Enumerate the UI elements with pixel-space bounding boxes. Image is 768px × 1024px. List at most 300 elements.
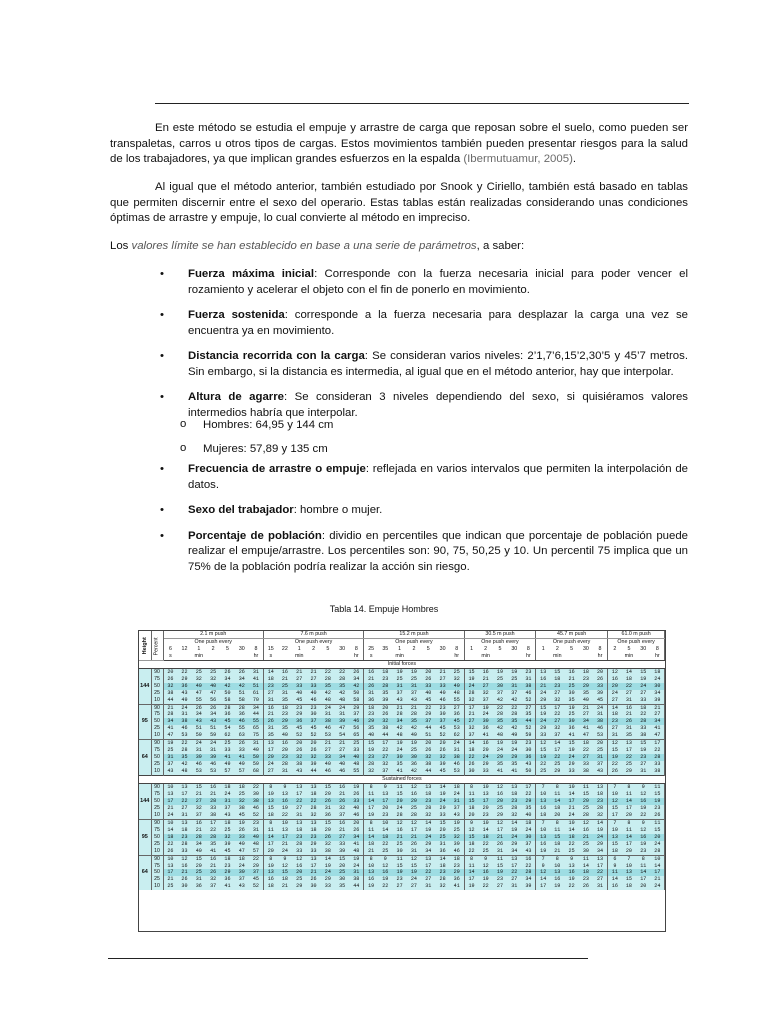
table-cell: 53 <box>206 768 220 775</box>
table-cell: 24 <box>593 834 607 841</box>
table-cell: 14 <box>622 668 636 675</box>
table-cell: 17 <box>292 791 306 798</box>
table-cell: 46 <box>335 768 349 775</box>
table-cell: 24 <box>478 754 492 761</box>
table-cell: 20 <box>278 747 292 754</box>
table-cell: 15 <box>564 740 578 747</box>
distance-header: 30.5 m push <box>464 631 536 638</box>
table-cell: 30 <box>579 848 593 855</box>
table-cell: 24 <box>321 869 335 876</box>
table-cell: 46 <box>450 761 464 768</box>
table-cell: 19 <box>478 704 492 711</box>
table-cell: 29 <box>478 761 492 768</box>
table-cell: 23 <box>507 798 521 805</box>
table-cell: 51 <box>192 725 206 732</box>
table-cell: 10 <box>607 827 621 834</box>
table-cell: 10 <box>263 863 277 870</box>
table-cell: 20 <box>622 812 636 819</box>
table-cell: 32 <box>235 798 249 805</box>
table-cell: 22 <box>564 841 578 848</box>
subtitle-header: One push every <box>607 638 664 645</box>
table-cell: 40 <box>435 690 449 697</box>
table-cell: 24 <box>349 863 363 870</box>
table-cell: 17 <box>650 869 664 876</box>
bullet-glyph: • <box>160 268 164 280</box>
table-cell: 27 <box>478 683 492 690</box>
table-cell: 12 <box>407 784 421 791</box>
table-cell: 36 <box>235 711 249 718</box>
unit-header: min <box>192 653 206 660</box>
table-cell: 29 <box>579 683 593 690</box>
table-cell: 13 <box>378 791 392 798</box>
paragraph-2: Al igual que el método anterior, también estudiado por Snook y Ciriello, también está basado en tablas que permiten discernir entre el sexo del operario. Estas tablas están realizadas considerando unas condiciones óptimas de arrastre y empuje, lo cual convierte al método en impreciso. <box>110 181 688 224</box>
table-row <box>139 791 665 798</box>
table-cell: 17 <box>263 841 277 848</box>
table-cell: 16 <box>335 784 349 791</box>
table-cell: 27 <box>521 704 535 711</box>
table-cell: 18 <box>306 791 320 798</box>
table-cell: 44 <box>521 718 535 725</box>
table-cell: 18 <box>378 668 392 675</box>
table-cell: 10 <box>378 819 392 826</box>
table-cell: 22 <box>493 704 507 711</box>
table-cell: 13 <box>622 869 636 876</box>
table-row <box>139 676 665 683</box>
table-cell: 20 <box>636 883 650 890</box>
table-cell: 30 <box>407 754 421 761</box>
table-cell: 36 <box>478 725 492 732</box>
table-cell: 33 <box>349 798 363 805</box>
table-cell: 48 <box>349 761 363 768</box>
table-cell: 25 <box>220 827 234 834</box>
table-cell: 31 <box>278 690 292 697</box>
table-cell: 32 <box>435 883 449 890</box>
table-cell: 21 <box>278 676 292 683</box>
subtitle-header: One push every <box>536 638 608 645</box>
table-cell: 8 <box>550 784 564 791</box>
table-cell: 31 <box>493 848 507 855</box>
table-cell: 53 <box>177 732 191 739</box>
table-cell: 14 <box>564 791 578 798</box>
table-cell: 20 <box>421 740 435 747</box>
table-cell: 8 <box>464 784 478 791</box>
table-cell: 7 <box>622 855 636 862</box>
table-cell: 18 <box>507 791 521 798</box>
unit-header: min <box>622 653 636 660</box>
table-cell: 21 <box>177 869 191 876</box>
table-cell: 35 <box>507 718 521 725</box>
table-cell: 31 <box>407 848 421 855</box>
table-cell: 29 <box>536 725 550 732</box>
frequency-header: 2 <box>412 645 416 652</box>
table-row <box>139 805 665 812</box>
table-cell: 25 <box>349 740 363 747</box>
subtitle-header: One push every <box>364 638 464 645</box>
table-cell: 17 <box>607 812 621 819</box>
table-cell: 40 <box>192 848 206 855</box>
table-cell: 46 <box>435 697 449 704</box>
table-cell: 16 <box>278 798 292 805</box>
table-cell: 25 <box>564 711 578 718</box>
section-title-row <box>139 660 665 668</box>
frequency-header: 5 <box>226 645 229 652</box>
table-cell: 26 <box>235 740 249 747</box>
table-cell: 12 <box>407 819 421 826</box>
table-cell: 12 <box>464 827 478 834</box>
unit-header <box>607 653 621 660</box>
table-cell: 52 <box>306 732 320 739</box>
table-cell: 22 <box>521 863 535 870</box>
unit-header <box>536 653 550 660</box>
table-cell: 20 <box>163 668 177 675</box>
table-cell: 52 <box>521 725 535 732</box>
table-cell: 30 <box>464 768 478 775</box>
table-cell: 29 <box>220 869 234 876</box>
table-cell: 27 <box>636 761 650 768</box>
table-cell: 20 <box>263 848 277 855</box>
table-cell: 31 <box>450 747 464 754</box>
bullet-glyph: • <box>160 350 164 362</box>
table-cell: 17 <box>521 784 535 791</box>
table-cell: 18 <box>278 876 292 883</box>
table-cell: 13 <box>292 819 306 826</box>
table-cell: 31 <box>249 827 263 834</box>
table-cell: 20 <box>435 827 449 834</box>
table-cell: 52 <box>435 732 449 739</box>
table-cell: 24 <box>392 747 406 754</box>
table-cell: 31 <box>593 883 607 890</box>
table-cell: 26 <box>364 683 378 690</box>
table-cell: 15 <box>321 784 335 791</box>
table-cell: 46 <box>206 761 220 768</box>
table-cell: 19 <box>392 869 406 876</box>
table-cell: 8 <box>636 855 650 862</box>
table-cell: 11 <box>392 855 406 862</box>
citation: (Ibermutuamur, 2005) <box>463 153 573 165</box>
table-cell: 38 <box>321 718 335 725</box>
table-cell: 12 <box>636 791 650 798</box>
distance-header: 2.1 m push <box>163 631 263 638</box>
table-cell: 28 <box>407 812 421 819</box>
table-cell: 59 <box>521 732 535 739</box>
table-cell: 24 <box>650 841 664 848</box>
table-cell: 29 <box>593 841 607 848</box>
table-cell: 10 <box>536 791 550 798</box>
frequency-header: 8 <box>249 646 263 653</box>
table-cell: 21 <box>650 704 664 711</box>
table-cell: 18 <box>550 805 564 812</box>
table-cell: 15 <box>435 819 449 826</box>
frequency-header: 30 <box>339 645 346 652</box>
table-cell: 37 <box>235 876 249 883</box>
table-cell: 19 <box>636 676 650 683</box>
table-cell: 21 <box>650 876 664 883</box>
table-cell: 32 <box>550 697 564 704</box>
table-cell: 25 <box>335 869 349 876</box>
table-cell: 31 <box>636 768 650 775</box>
table-cell: 14 <box>622 834 636 841</box>
table-cell: 29 <box>421 841 435 848</box>
unit-header <box>335 653 349 660</box>
unit-header <box>493 653 507 660</box>
table-cell: 15 <box>650 827 664 834</box>
table-cell: 16 <box>564 869 578 876</box>
table-cell: 27 <box>378 754 392 761</box>
table-cell: 19 <box>407 668 421 675</box>
table-cell: 32 <box>593 812 607 819</box>
unit-header <box>435 653 449 660</box>
distance-header: 45.7 m push <box>536 631 608 638</box>
table-cell: 41 <box>507 768 521 775</box>
percentile-label: 25 <box>151 690 163 697</box>
table-cell: 25 <box>407 805 421 812</box>
table-cell: 25 <box>450 827 464 834</box>
bullet-term: Porcentaje de población <box>188 529 322 542</box>
table-cell: 31 <box>335 711 349 718</box>
table-cell: 32 <box>450 834 464 841</box>
table-cell: 24 <box>507 834 521 841</box>
table-cell: 13 <box>593 855 607 862</box>
table-cell: 21 <box>206 791 220 798</box>
table-cell: 16 <box>579 827 593 834</box>
table-cell: 33 <box>564 768 578 775</box>
table-cell: 11 <box>636 863 650 870</box>
table-cell: 18 <box>450 784 464 791</box>
bullet-glyph: • <box>160 309 164 321</box>
table-cell: 28 <box>507 805 521 812</box>
percentile-label: 50 <box>151 798 163 805</box>
table-cell: 14 <box>607 876 621 883</box>
percentile-label: 25 <box>151 725 163 732</box>
percentile-label: 50 <box>151 834 163 841</box>
table-row <box>139 732 665 739</box>
col-height-header: Height <box>139 631 151 660</box>
table-cell: 20 <box>593 668 607 675</box>
table-cell: 50 <box>220 690 234 697</box>
table-cell: 18 <box>220 855 234 862</box>
table-row <box>139 683 665 690</box>
table-cell: 22 <box>177 668 191 675</box>
frequency-header: 8 <box>521 646 535 653</box>
table-cell: 33 <box>636 697 650 704</box>
table-cell: 75 <box>249 732 263 739</box>
frequency-header: 1 <box>297 645 301 652</box>
percentile-label: 10 <box>151 697 163 704</box>
table-cell: 29 <box>536 697 550 704</box>
table-cell: 21 <box>364 848 378 855</box>
table-row <box>139 827 665 834</box>
table-cell: 16 <box>335 819 349 826</box>
table-cell: 22 <box>421 704 435 711</box>
table-cell: 19 <box>435 791 449 798</box>
table-cell: 16 <box>292 863 306 870</box>
table-cell: 45 <box>235 812 249 819</box>
table-cell: 42 <box>493 725 507 732</box>
unit-header <box>177 653 191 660</box>
table-cell: 24 <box>564 754 578 761</box>
table-cell: 51 <box>206 725 220 732</box>
table-cell: 38 <box>521 683 535 690</box>
table-cell: 21 <box>192 791 206 798</box>
table-cell: 46 <box>249 805 263 812</box>
table-cell: 33 <box>650 761 664 768</box>
table-cell: 19 <box>464 676 478 683</box>
table-cell: 23 <box>220 863 234 870</box>
table-cell: 16 <box>478 869 492 876</box>
percentile-label: 50 <box>151 683 163 690</box>
percentile-label: 75 <box>151 676 163 683</box>
table-cell: 26 <box>163 676 177 683</box>
table-cell: 22 <box>421 869 435 876</box>
unit-header <box>378 653 392 660</box>
table-cell: 41 <box>235 754 249 761</box>
table-cell: 19 <box>636 805 650 812</box>
table-cell: 6 <box>607 855 621 862</box>
frequency-header: 15 <box>267 645 274 652</box>
percentile-label: 75 <box>151 747 163 754</box>
table-cell: 33 <box>349 747 363 754</box>
table-cell: 29 <box>493 812 507 819</box>
header-frequency-row <box>139 646 665 653</box>
table-cell: 35 <box>364 725 378 732</box>
table-cell: 38 <box>292 761 306 768</box>
unit-header: hr <box>521 653 535 660</box>
table-cell: 22 <box>521 791 535 798</box>
percentile-label: 10 <box>151 883 163 890</box>
unit-header <box>421 653 435 660</box>
table-cell: 38 <box>650 768 664 775</box>
table-cell: 32 <box>163 683 177 690</box>
table-cell: 21 <box>206 863 220 870</box>
table-cell: 22 <box>478 883 492 890</box>
table-cell: 37 <box>378 768 392 775</box>
frequency-header: 2 <box>613 645 617 652</box>
table-cell: 38 <box>378 725 392 732</box>
table-cell: 16 <box>407 791 421 798</box>
table-cell: 32 <box>220 834 234 841</box>
table-cell: 33 <box>292 848 306 855</box>
table-cell: 45 <box>292 697 306 704</box>
table-cell: 12 <box>292 855 306 862</box>
unit-header: min <box>292 653 306 660</box>
table-cell: 29 <box>292 711 306 718</box>
bullet-term: Distancia recorrida con la carga <box>188 350 365 362</box>
table-cell: 31 <box>192 876 206 883</box>
table-cell: 47 <box>192 690 206 697</box>
table-cell: 25 <box>579 841 593 848</box>
table-cell: 20 <box>593 740 607 747</box>
table-cell: 16 <box>622 704 636 711</box>
table-cell: 39 <box>335 718 349 725</box>
table-cell: 45 <box>435 768 449 775</box>
table-cell: 24 <box>507 747 521 754</box>
bullet-term: Fuerza sostenida <box>188 309 285 321</box>
table-cell: 47 <box>650 732 664 739</box>
table-cell: 25 <box>220 740 234 747</box>
table-cell: 11 <box>550 827 564 834</box>
sub-bullet-item <box>110 442 688 458</box>
table-cell: 41 <box>349 841 363 848</box>
table-cell: 31 <box>263 725 277 732</box>
table-cell: 26 <box>306 876 320 883</box>
table-cell: 18 <box>364 704 378 711</box>
table-cell: 36 <box>292 718 306 725</box>
table-cell: 48 <box>321 697 335 704</box>
table-cell: 53 <box>450 725 464 732</box>
table-cell: 28 <box>306 805 320 812</box>
table-cell: 22 <box>636 812 650 819</box>
table-cell: 55 <box>192 697 206 704</box>
table-cell: 18 <box>378 834 392 841</box>
table-cell: 9 <box>607 863 621 870</box>
table-cell: 17 <box>278 834 292 841</box>
percentile-label: 90 <box>151 784 163 791</box>
table-cell: 28 <box>206 798 220 805</box>
table-cell: 18 <box>220 784 234 791</box>
sub-bullet-item <box>110 418 688 434</box>
table-row <box>139 704 665 711</box>
table-cell: 40 <box>292 690 306 697</box>
table-cell: 50 <box>249 754 263 761</box>
table-cell: 33 <box>636 725 650 732</box>
table-cell: 37 <box>435 718 449 725</box>
frequency-header: 5 <box>627 645 631 652</box>
table-cell: 10 <box>278 819 292 826</box>
table-cell: 42 <box>220 683 234 690</box>
table-cell: 30 <box>177 883 191 890</box>
table-cell: 12 <box>579 819 593 826</box>
table-cell: 23 <box>636 754 650 761</box>
table-cell: 34 <box>249 704 263 711</box>
table-cell: 15 <box>263 805 277 812</box>
table-cell: 27 <box>263 768 277 775</box>
table-cell: 26 <box>435 747 449 754</box>
table-cell: 24 <box>536 690 550 697</box>
table-cell: 20 <box>392 798 406 805</box>
table-cell: 13 <box>536 668 550 675</box>
table-cell: 16 <box>607 676 621 683</box>
table-cell: 42 <box>392 725 406 732</box>
table-cell: 23 <box>249 819 263 826</box>
table-cell: 15 <box>607 747 621 754</box>
table-row <box>139 863 665 870</box>
table-cell: 26 <box>235 668 249 675</box>
table-cell: 20 <box>550 812 564 819</box>
table-cell: 24 <box>650 676 664 683</box>
table-cell: 29 <box>507 841 521 848</box>
table-cell: 18 <box>292 827 306 834</box>
sub-bullet-glyph: o <box>180 441 187 454</box>
table-row <box>139 869 665 876</box>
table-cell: 23 <box>177 834 191 841</box>
table-cell: 43 <box>235 883 249 890</box>
table-cell: 14 <box>650 863 664 870</box>
table-cell: 13 <box>507 855 521 862</box>
table-cell: 26 <box>421 747 435 754</box>
table-cell: 11 <box>622 791 636 798</box>
table-cell: 52 <box>249 883 263 890</box>
table-cell: 25 <box>192 668 206 675</box>
table-cell: 13 <box>593 784 607 791</box>
table-cell: 23 <box>378 676 392 683</box>
header-distance-row <box>139 631 665 638</box>
table-cell: 34 <box>206 711 220 718</box>
bullet-text: : dividio en percentiles que indican que porcentaje de población puede realizar el empuje/arrastre. Los percentiles son: 90, 75, 50,25 y 10. Un percentil 75 implica que un 75% de la población podría realizar la acción sin riesgo. <box>188 529 688 573</box>
table-cell: 29 <box>364 718 378 725</box>
table-cell: 28 <box>464 690 478 697</box>
table-row <box>139 725 665 732</box>
table-cell: 26 <box>579 883 593 890</box>
